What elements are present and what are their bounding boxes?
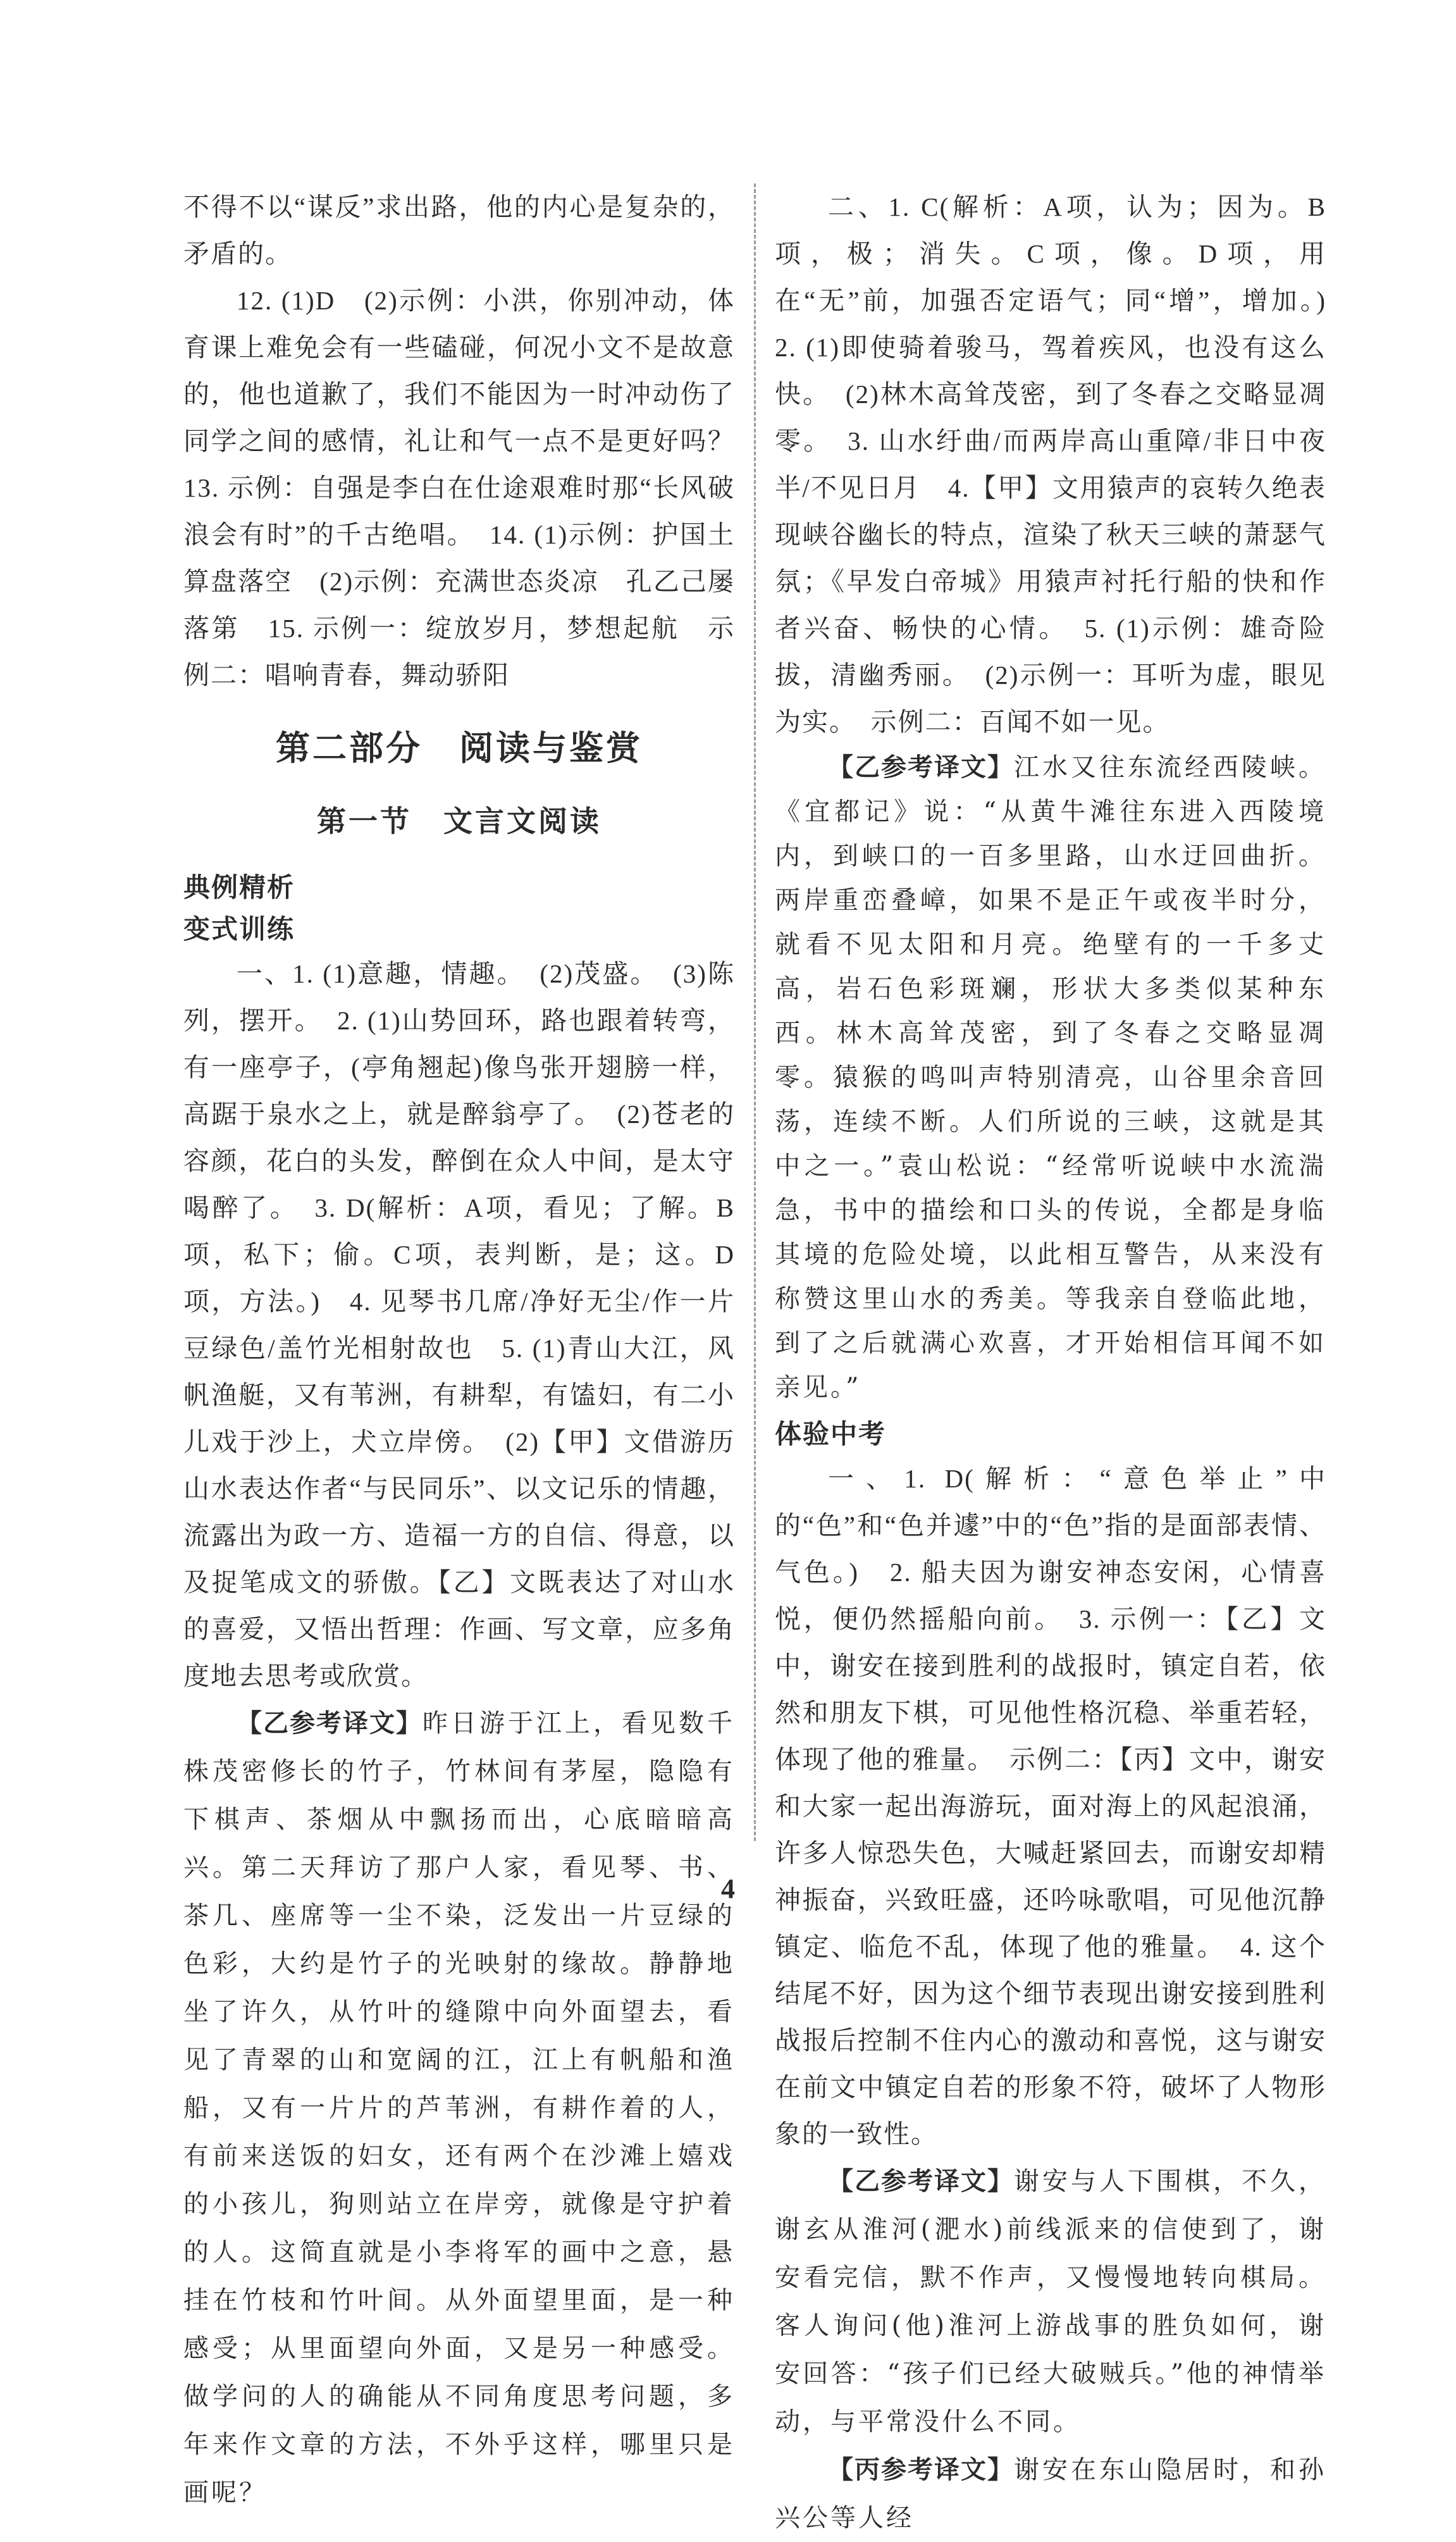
part-title: 第二部分 阅读与鉴赏 bbox=[276, 729, 643, 767]
translation-text: 江水又往东流经西陵峡。《宜都记》说：“从黄牛滩往东进入西陵境内，到峡口的一百多里路，山水迂回曲折。两岸重峦叠嶂，如果不是正午或夜半时分，就看不见太阳和月亮。绝壁有的一千多丈高，岩石色彩斑斓，形状大多类似某种东西。林木高耸茂密，到了冬春之交略显凋零。猿猴的鸣叫声特别清亮，山谷里余音回荡，连续不断。人们所说的三峡，这就是其中之一。”袁山松说：“经常听说峡中水流湍急，书中的描绘和口头的传说，全都是身临其境的危险处境，以此相互警告，从来没有称赞这里山水的秀美。等我亲自登临此地，到了之后就满心欢喜，才开始相信耳闻不如亲见。” bbox=[775, 753, 1326, 1402]
translation-label: 【乙参考译文】 bbox=[828, 753, 1014, 781]
page-number: 4 bbox=[721, 1873, 735, 1904]
heading-examples: 典例精析 bbox=[183, 872, 295, 902]
translation-text: 谢安与人下围棋，不久，谢玄从淮河(淝水)前线派来的信使到了，谢安看完信，默不作声，又慢慢地转向棋局。客人询问(他)淮河上游战事的胜负如何，谢安回答：“孩子们已经大破贼兵。”他的神情举动，与平常没什么不同。 bbox=[775, 2167, 1326, 2436]
translation-label: 【乙参考译文】 bbox=[237, 1709, 423, 1737]
translation-paragraph bbox=[775, 2446, 1326, 2542]
translation-text: 谢安在东山隐居时，和孙兴公等人经 bbox=[775, 2455, 1326, 2533]
answer-paragraph: 12. (1)D (2)示例：小洪，你别冲动，体育课上难免会有一些磕碰，何况小文不是故意的，他也道歉了，我们不能因为一时冲动伤了同学之间的感情，礼让和气一点不是更好吗？ 13. 示例：自强是李白在仕途艰难时那“长风破浪会有时”的千古绝唱。 14. (1)示例：护国土 算盘落空 (2)示例：充满世态炎凉 孔乙己屡落第 15. 示例一：绽放岁月，梦想起航 示例二：唱响青春，舞动骄阳 bbox=[183, 286, 762, 690]
heading-training: 变式训练 bbox=[183, 914, 295, 944]
translation-label: 【丙参考译文】 bbox=[828, 2455, 1014, 2484]
paragraph: 不得不以“谋反”求出路，他的内心是复杂的，矛盾的。 bbox=[183, 192, 735, 268]
translation-label: 【乙参考译文】 bbox=[828, 2167, 1014, 2195]
translation-text: 昨日游于江上，看见数千株茂密修长的竹子，竹林间有茅屋，隐隐有下棋声、茶烟从中飘扬而出，心底暗暗高兴。第二天拜访了那户人家，看见琴、书、茶几、座席等一尘不染，泛发出一片豆绿的色彩，大约是竹子的光映射的缘故。静静地坐了许久，从竹叶的缝隙中向外面望去，看见了青翠的山和宽阔的江，江上有帆船和渔船，又有一片片的芦苇洲，有耕作着的人，有前来送饭的妇女，还有两个在沙滩上嬉戏的小孩儿，狗则站立在岸旁，就像是守护着的人。这简直就是小李将军的画中之意，悬挂在竹枝和竹叶间。从外面望里面，是一种感受；从里面望向外面，又是另一种感受。做学问的人的确能从不同角度思考问题，多年来作文章的方法，不外乎这样，哪里只是画呢？ bbox=[183, 1709, 735, 2507]
section-title: 第一节 文言文阅读 bbox=[317, 805, 602, 838]
translation-paragraph bbox=[183, 1699, 735, 2517]
answer-paragraph: 二、1. C(解析：A项，认为；因为。B项，极；消失。C项，像。D项，用在“无”前，加强否定语气；同“增”，增加。) 2. (1)即使骑着骏马，驾着疾风，也没有这么快。 (2)林木高耸茂密，到了冬春之交略显凋零。 3. 山水纡曲/而两岸高山重障/非日中夜半/不见日月 4.【甲】文用猿声的哀转久绝表现峡谷幽长的特点，渲染了秋天三峡的萧瑟气氛；《早发白帝城》用猿声衬托行船的快和作者兴奋、畅快的心情。 5. (1)示例：雄奇险拔，清幽秀丽。 (2)示例一：耳听为虚，眼见为实。 示例二：百闻不如一见。 bbox=[775, 192, 1354, 736]
heading-exam-experience: 体验中考 bbox=[775, 1419, 887, 1449]
answer-paragraph: 一、1. D(解析：“意色举止”中的“色”和“色并遽”中的“色”指的是面部表情、气色。) 2. 船夫因为谢安神态安闲，心情喜悦，便仍然摇船向前。 3. 示例一：【乙】文中，谢安在接到胜利的战报时，镇定自若，依然和朋友下棋，可见他性格沉稳、举重若轻，体现了他的雅量。 示例二：【丙】文中，谢安和大家一起出海游玩，面对海上的风起浪涌，许多人惊恐失色，大喊赶紧回去，而谢安却精神振奋，兴致旺盛，还吟咏歌唱，可见他沉静镇定、临危不乱，体现了他的雅量。 4. 这个结尾不好，因为这个细节表现出谢安接到胜利战报后控制不住内心的激动和喜悦，这与谢安在前文中镇定自若的形象不符，破坏了人物形象的一致性。 bbox=[775, 1464, 1326, 2148]
translation-paragraph bbox=[775, 2157, 1326, 2446]
left-column bbox=[183, 183, 762, 2517]
answer-paragraph: 一、1. (1)意趣，情趣。 (2)茂盛。 (3)陈列，摆开。 2. (1)山势回环，路也跟着转弯，有一座亭子，(亭角翘起)像鸟张开翅膀一样，高踞于泉水之上，就是醉翁亭了。 (2)苍老的容颜，花白的头发，醉倒在众人中间，是太守喝醉了。 3. D(解析：A项，看见；了解。B项，私下；偷。C项，表判断，是；这。D项，方法。) 4. 见琴书几席/净好无尘/作一片豆绿色/盖竹光相射故也 5. (1)青山大江，风帆渔艇，又有苇洲，有耕犁，有馌妇，有二小儿戏于沙上，犬立岸傍。 (2)【甲】文借游历山水表达作者“与民同乐”、以文记乐的情趣，流露出为政一方、造福一方的自信、得意，以及捉笔成文的骄傲。【乙】文既表达了对山水的喜爱，又悟出哲理：作画、写文章，应多角度地去思考或欣赏。 bbox=[183, 959, 735, 1690]
right-column bbox=[775, 183, 1354, 2542]
translation-paragraph bbox=[775, 745, 1326, 1410]
